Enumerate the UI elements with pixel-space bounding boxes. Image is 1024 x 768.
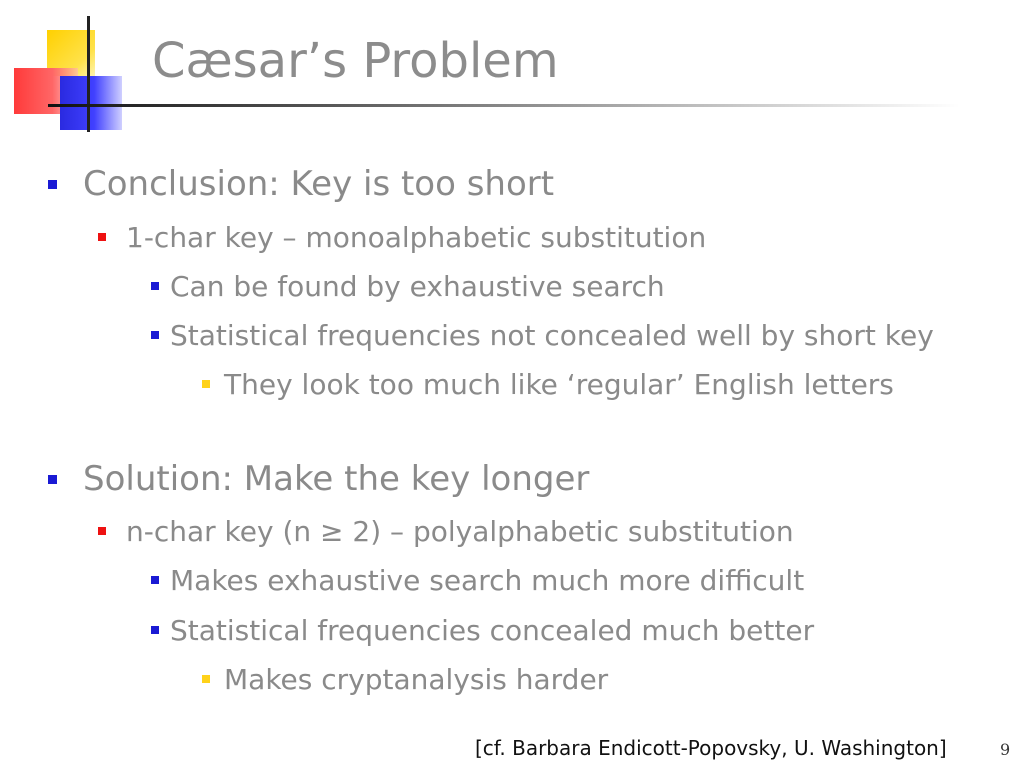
bullet-text: Conclusion: Key is too short [83, 164, 555, 204]
blue-square-bullet-icon [151, 282, 159, 290]
bullet-item [151, 269, 665, 303]
title-underline [48, 104, 960, 107]
yellow-square-bullet-icon [202, 380, 210, 388]
blue-square-bullet-icon [48, 475, 57, 484]
blue-square-icon [60, 76, 122, 130]
blue-square-bullet-icon [48, 180, 57, 189]
decorative-logo [0, 0, 160, 140]
bullet-text: Makes exhaustive search much more difficult [170, 563, 805, 597]
blue-square-bullet-icon [151, 576, 159, 584]
page-number: 9 [1000, 740, 1011, 759]
bullet-item [98, 220, 706, 254]
bullet-item [151, 613, 814, 647]
bullet-text: Statistical frequencies not concealed well by short key [170, 318, 934, 352]
bullet-item [151, 318, 934, 352]
red-square-bullet-icon [98, 233, 106, 241]
bullet-item [98, 514, 794, 548]
red-square-bullet-icon [98, 527, 106, 535]
bullet-text: Can be found by exhaustive search [170, 269, 665, 303]
bullet-text: Statistical frequencies concealed much better [170, 613, 815, 647]
blue-square-bullet-icon [151, 331, 159, 339]
bullet-item [202, 367, 894, 401]
bullet-item [48, 459, 589, 499]
bullet-text: Solution: Make the key longer [83, 459, 590, 499]
bullet-text: 1-char key – monoalphabetic substitution [126, 220, 707, 254]
bullet-item [48, 164, 554, 204]
blue-square-bullet-icon [151, 626, 159, 634]
vertical-rule [87, 16, 90, 132]
slide-title: Cæsar’s Problem [152, 33, 559, 89]
bullet-text: n-char key (n ≥ 2) – polyalphabetic substitution [126, 514, 794, 548]
yellow-square-bullet-icon [202, 675, 210, 683]
bullet-item [202, 662, 608, 696]
bullet-text: They look too much like ‘regular’ English letters [224, 367, 894, 401]
bullet-item [151, 563, 804, 597]
citation: [cf. Barbara Endicott-Popovsky, U. Washington] [475, 736, 947, 760]
bullet-text: Makes cryptanalysis harder [224, 662, 609, 696]
